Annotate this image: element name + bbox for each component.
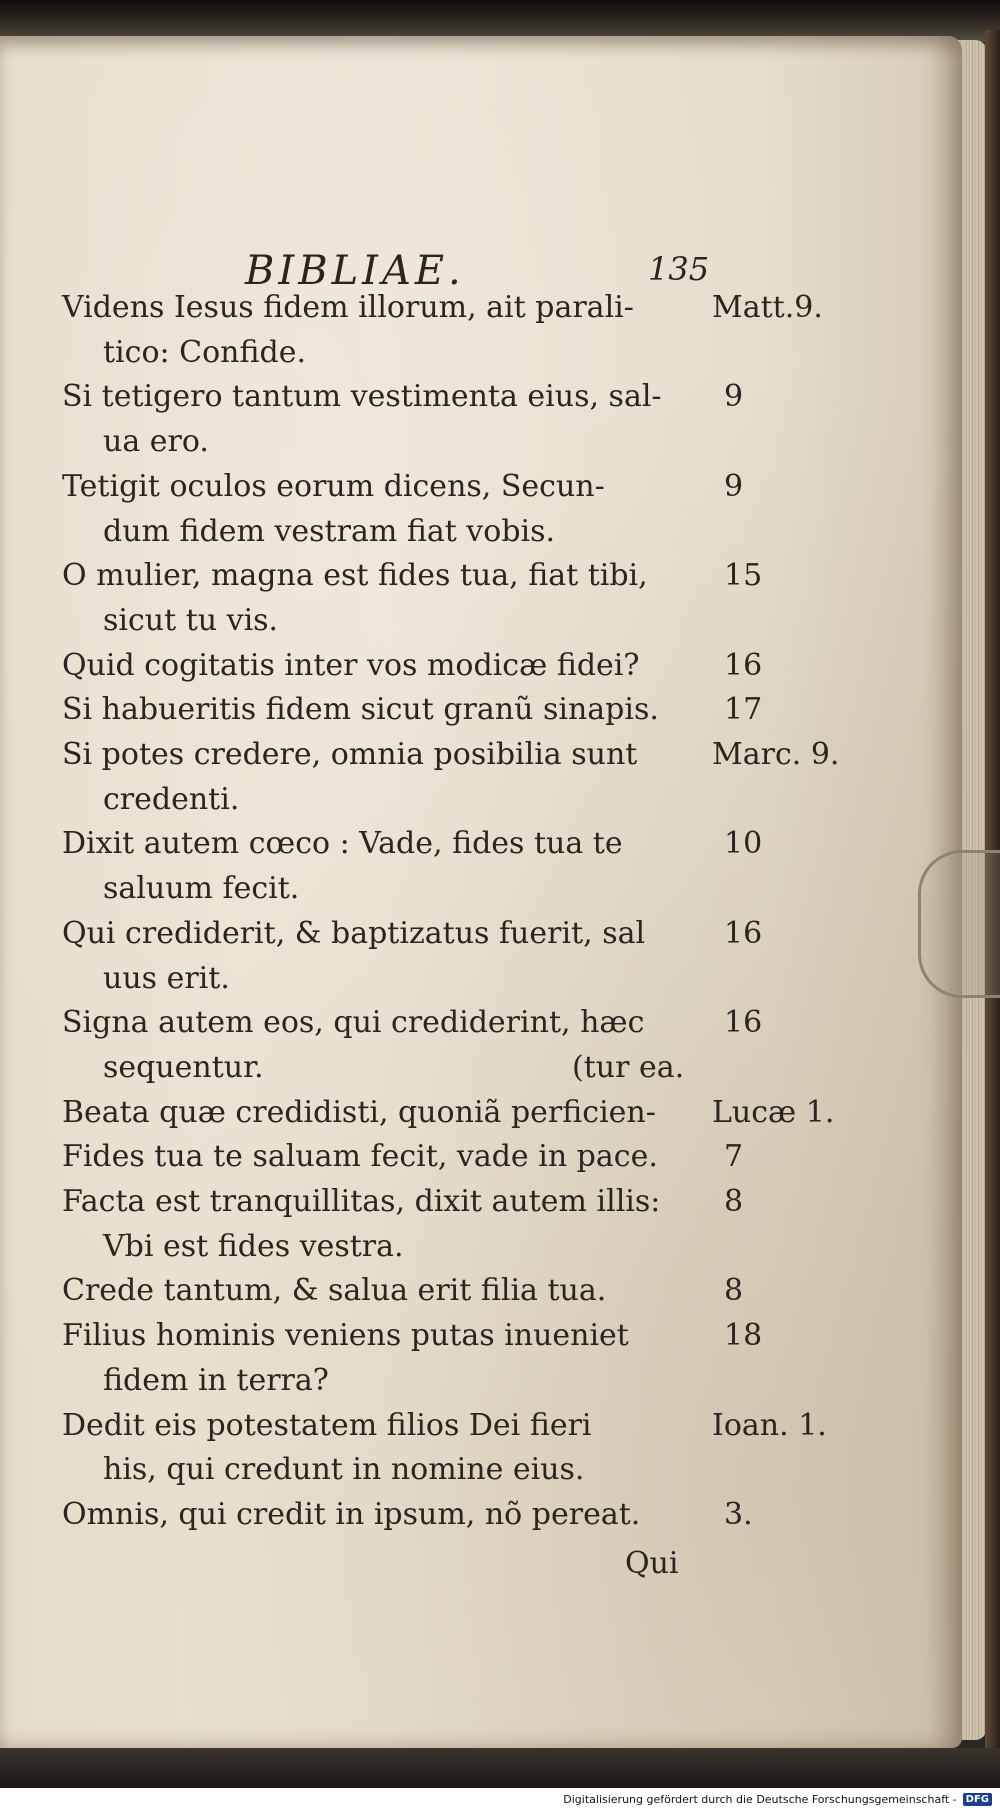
text-line [0, 690, 940, 730]
footer-credit: Digitalisierung gefördert durch die Deutsche Forschungsgemeinschaft - [563, 1793, 957, 1806]
line-text: Fides tua te saluam fecit, vade in pace. [62, 1139, 658, 1175]
line-text: Filius hominis veniens putas inueniet [62, 1318, 629, 1354]
line-turnover: (tur ea. [572, 1049, 685, 1085]
line-text: Si habueritis fidem sicut granũ sinapis. [62, 692, 659, 728]
line-text: dum fidem vestram fiat vobis. [103, 513, 556, 549]
margin-reference: 18 [724, 1318, 763, 1354]
line-text: Tetigit oculos eorum dicens, Secun- [62, 468, 605, 504]
text-line [0, 422, 940, 462]
margin-reference: 3. [724, 1496, 753, 1532]
text-line [0, 735, 940, 775]
page-number: 135 [648, 250, 710, 288]
margin-reference: 16 [724, 1005, 763, 1041]
text-line [0, 780, 940, 820]
text-line [0, 512, 940, 552]
text-line [0, 1227, 940, 1267]
line-text: tico: Confide. [103, 334, 306, 370]
margin-reference: 9 [724, 468, 744, 504]
text-line [0, 333, 940, 373]
margin-reference: 17 [724, 692, 763, 728]
line-text: fidem in terra? [103, 1362, 329, 1398]
margin-reference: Lucæ 1. [712, 1094, 835, 1130]
margin-reference: Ioan. 1. [712, 1407, 827, 1443]
text-line [0, 556, 940, 596]
line-text: credenti. [103, 781, 240, 817]
margin-reference: 8 [724, 1273, 744, 1309]
line-text: Videns Iesus fidem illorum, ait parali- [62, 290, 634, 325]
margin-reference: Marc. 9. [712, 737, 840, 772]
line-text: saluum fecit. [103, 871, 300, 907]
line-text: Dixit autem cœco : Vade, fides tua te [62, 826, 623, 862]
dfg-logo: DFG [963, 1793, 992, 1806]
bottom-shadow [0, 1748, 1000, 1788]
margin-reference: Matt.9. [712, 290, 823, 325]
line-text: Omnis, qui credit in ipsum, nõ pereat. [62, 1496, 641, 1532]
text-line [0, 914, 940, 954]
line-text: sequentur. [103, 1049, 264, 1085]
text-line [0, 869, 940, 909]
margin-reference: 16 [724, 647, 763, 683]
margin-reference: 15 [724, 558, 763, 594]
text-line [0, 959, 940, 999]
catchword: Qui [625, 1546, 679, 1581]
line-text: Signa autem eos, qui crediderint, hæc [62, 1005, 645, 1041]
text-line [0, 1003, 940, 1043]
line-text: uus erit. [103, 960, 230, 996]
line-text: Crede tantum, & salua erit filia tua. [62, 1273, 607, 1309]
margin-reference: 7 [724, 1139, 744, 1175]
line-text: Beata quæ credidisti, quoniã perficien- [62, 1094, 656, 1130]
line-text: Qui crediderit, & baptizatus fuerit, sal [62, 915, 646, 951]
text-line [0, 1450, 940, 1490]
text-line [0, 601, 940, 641]
line-text: Quid cogitatis inter vos modicæ fidei? [62, 647, 640, 683]
line-text: Vbi est fides vestra. [103, 1228, 404, 1264]
margin-reference: 8 [724, 1184, 744, 1219]
text-line [0, 646, 940, 686]
text-line [0, 1093, 940, 1133]
text-line [0, 1406, 940, 1446]
text-line [0, 1271, 940, 1311]
text-line [0, 1137, 940, 1177]
line-text: Si potes credere, omnia posibilia sunt [62, 737, 638, 772]
text-line [0, 1495, 940, 1535]
footer-credit-bar [0, 1788, 1000, 1811]
text-line [0, 288, 940, 328]
line-text: Si tetigero tantum vestimenta eius, sal- [62, 379, 662, 415]
running-head: BIBLIAE. [245, 248, 465, 294]
line-text: his, qui credunt in nomine eius. [103, 1452, 585, 1488]
line-text: Dedit eis potestatem filios Dei fieri [62, 1407, 592, 1443]
text-line [0, 1361, 940, 1401]
line-text: Facta est tranquillitas, dixit autem illis: [62, 1184, 661, 1219]
text-line [0, 1182, 940, 1222]
line-text: O mulier, magna est fides tua, fiat tibi, [62, 558, 648, 594]
margin-reference: 9 [724, 379, 744, 415]
line-text: ua ero. [103, 424, 209, 460]
margin-reference: 16 [724, 915, 763, 951]
line-text: sicut tu vis. [103, 602, 279, 638]
text-line [0, 467, 940, 507]
book-clasp [918, 850, 1000, 998]
book-page [0, 36, 962, 1748]
margin-reference: 10 [724, 826, 763, 862]
text-line [0, 1316, 940, 1356]
text-line [0, 377, 940, 417]
text-line [0, 1048, 940, 1088]
text-line [0, 824, 940, 864]
